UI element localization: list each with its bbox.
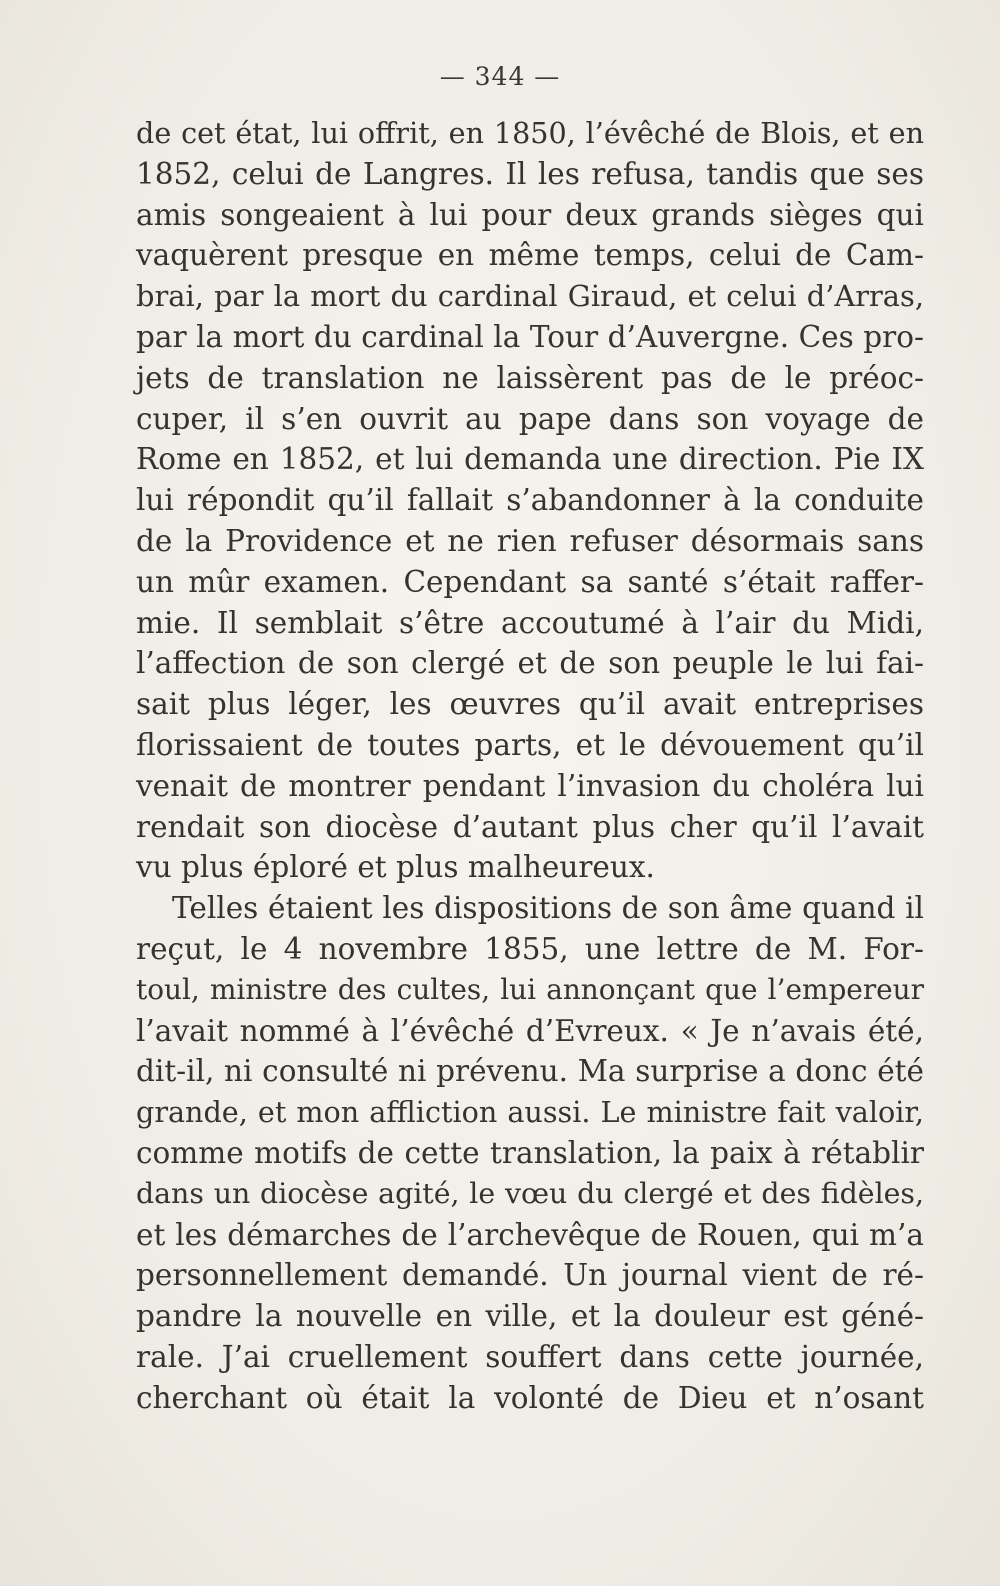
text-line: rale. J’ai cruellement souffert dans cette journée,: [136, 1339, 924, 1374]
text-line: comme motifs de cette translation, la paix à rétablir: [136, 1135, 924, 1170]
text-line: vu plus éploré et plus malheureux.: [136, 850, 655, 885]
text-line: lui répondit qu’il fallait s’abandonner à la conduite: [136, 483, 924, 518]
text-line: Rome en 1852, et lui demanda une direction. Pie IX: [136, 442, 924, 477]
text-line: reçut, le 4 novembre 1855, une lettre de M. For-: [136, 931, 924, 966]
text-line: toul, ministre des cultes, lui annonçant que l’empereur: [136, 972, 924, 1006]
paragraph: [136, 113, 924, 888]
text-line: cuper, il s’en ouvrit au pape dans son voyage de: [136, 401, 924, 436]
text-line: un mûr examen. Cependant sa santé s’était raffer-: [136, 564, 924, 599]
text-line: pandre la nouvelle en ville, et la douleur est géné-: [136, 1299, 924, 1334]
text-line: dit-il, ni consulté ni prévenu. Ma surprise a donc été: [136, 1054, 924, 1089]
text-line: cherchant où était la volonté de Dieu et n’osant: [136, 1380, 924, 1415]
text-line: amis songeaient à lui pour deux grands sièges qui: [136, 197, 924, 232]
text-line: par la mort du cardinal la Tour d’Auvergne. Ces pro-: [136, 319, 924, 354]
text-line: dans un diocèse agité, le vœu du clergé et des fidèles,: [136, 1176, 924, 1210]
text-line: jets de translation ne laissèrent pas de le préoc-: [136, 360, 924, 395]
body-text: [136, 113, 924, 1419]
page-number: — 344 —: [439, 62, 561, 91]
text-line: brai, par la mort du cardinal Giraud, et celui d’Arras,: [136, 279, 924, 314]
text-line: l’affection de son clergé et de son peuple le lui fai-: [136, 646, 924, 681]
text-line: rendait son diocèse d’autant plus cher qu’il l’avait: [136, 809, 924, 844]
text-line: vaquèrent presque en même temps, celui de Cam-: [136, 238, 924, 273]
text-line: et les démarches de l’archevêque de Rouen, qui m’a: [136, 1217, 924, 1252]
text-line: venait de montrer pendant l’invasion du choléra lui: [136, 768, 924, 803]
text-line: 1852, celui de Langres. Il les refusa, tandis que ses: [136, 156, 924, 191]
text-line: de cet état, lui offrit, en 1850, l’évêché de Blois, et en: [136, 116, 924, 150]
text-line: grande, et mon affliction aussi. Le ministre fait valoir,: [136, 1095, 924, 1130]
text-line: florissaient de toutes parts, et le dévouement qu’il: [136, 727, 924, 762]
text-line: sait plus léger, les œuvres qu’il avait entreprises: [136, 687, 924, 722]
text-line: l’avait nommé à l’évêché d’Evreux. « Je n’avais été,: [136, 1013, 924, 1048]
text-line: Telles étaient les dispositions de son âme quand il: [172, 891, 924, 926]
text-line: de la Providence et ne rien refuser désormais sans: [136, 523, 924, 558]
text-line: mie. Il semblait s’être accoutumé à l’air du Midi,: [136, 605, 924, 640]
text-line: personnellement demandé. Un journal vient de ré-: [136, 1258, 924, 1293]
paragraph: [136, 888, 924, 1418]
